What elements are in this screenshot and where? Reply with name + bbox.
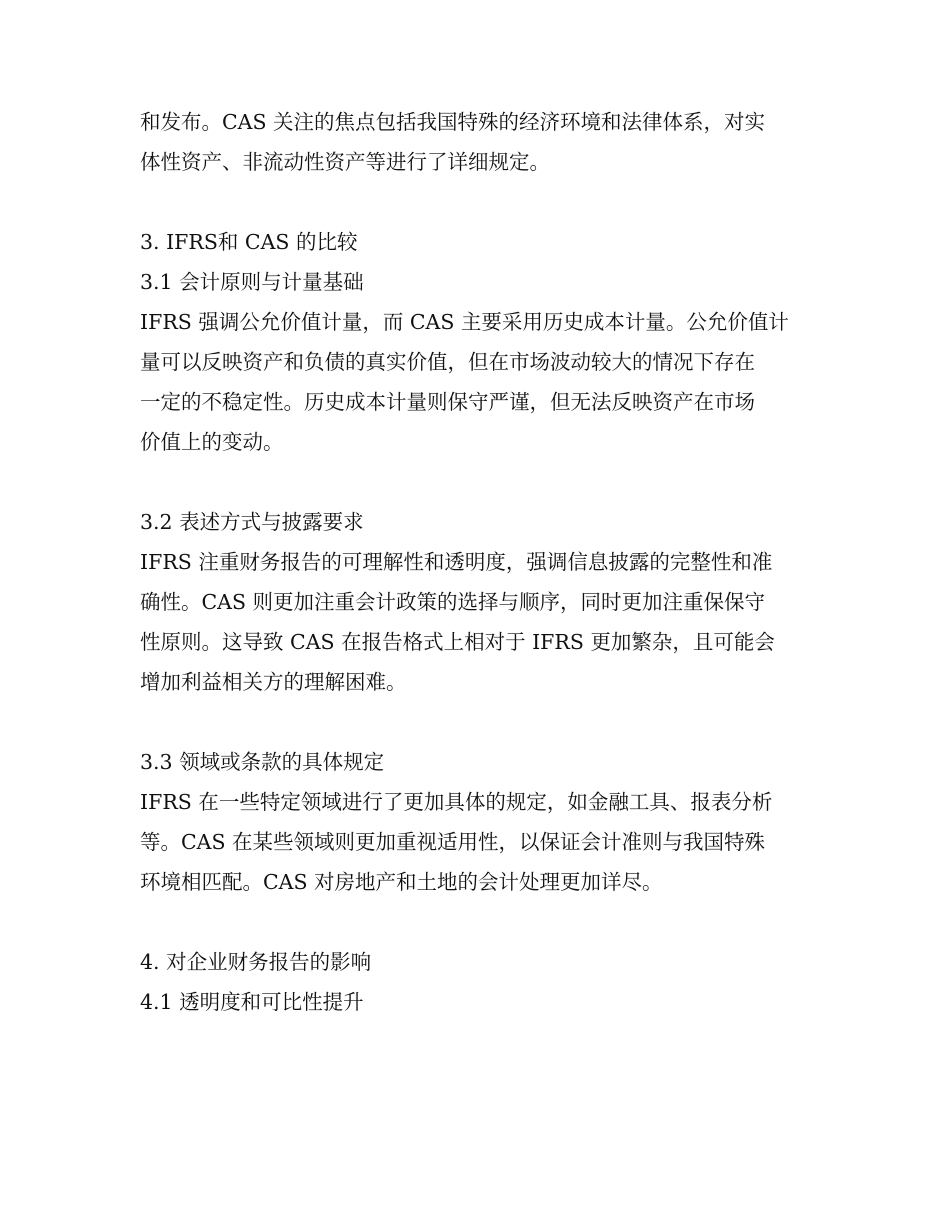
body-line: IFRS 强调公允价值计量，而 CAS 主要采用历史成本计量。公允价值计 [140,310,789,334]
paragraph-gap [140,182,820,222]
body-line: 环境相匹配。CAS 对房地产和土地的会计处理更加详尽。 [140,870,663,894]
body-line: 体性资产、非流动性资产等进行了详细规定。 [140,150,550,174]
body-line: 等。CAS 在某些领域则更加重视适用性，以保证会计准则与我国特殊 [140,830,766,854]
subsection-heading: 3.2 表述方式与披露要求 [140,510,364,534]
body-line: 确性。CAS 则更加注重会计政策的选择与顺序，同时更加注重保保守 [140,590,766,614]
body-line: 量可以反映资产和负债的真实价值，但在市场波动较大的情况下存在 [140,350,755,374]
body-line: 价值上的变动。 [140,430,284,454]
subsection-heading: 3.1 会计原则与计量基础 [140,270,364,294]
paragraph-gap [140,462,820,502]
body-line: 和发布。CAS 关注的焦点包括我国特殊的经济环境和法律体系，对实 [140,110,766,134]
body-line: IFRS 注重财务报告的可理解性和透明度，强调信息披露的完整性和准 [140,550,773,574]
body-line: 一定的不稳定性。历史成本计量则保守严谨，但无法反映资产在市场 [140,390,755,414]
subsection-heading: 3.3 领域或条款的具体规定 [140,750,385,774]
body-line: IFRS 在一些特定领域进行了更加具体的规定，如金融工具、报表分析 [140,790,773,814]
body-line: 增加利益相关方的理解困难。 [140,670,407,694]
section-heading: 3. IFRS和 CAS 的比较 [140,230,358,254]
section-heading: 4. 对企业财务报告的影响 [140,950,372,974]
subsection-heading: 4.1 透明度和可比性提升 [140,990,364,1014]
paragraph-gap [140,702,820,742]
paragraph-gap [140,902,820,942]
body-line: 性原则。这导致 CAS 在报告格式上相对于 IFRS 更加繁杂，且可能会 [140,630,775,654]
document-body [140,102,820,1022]
